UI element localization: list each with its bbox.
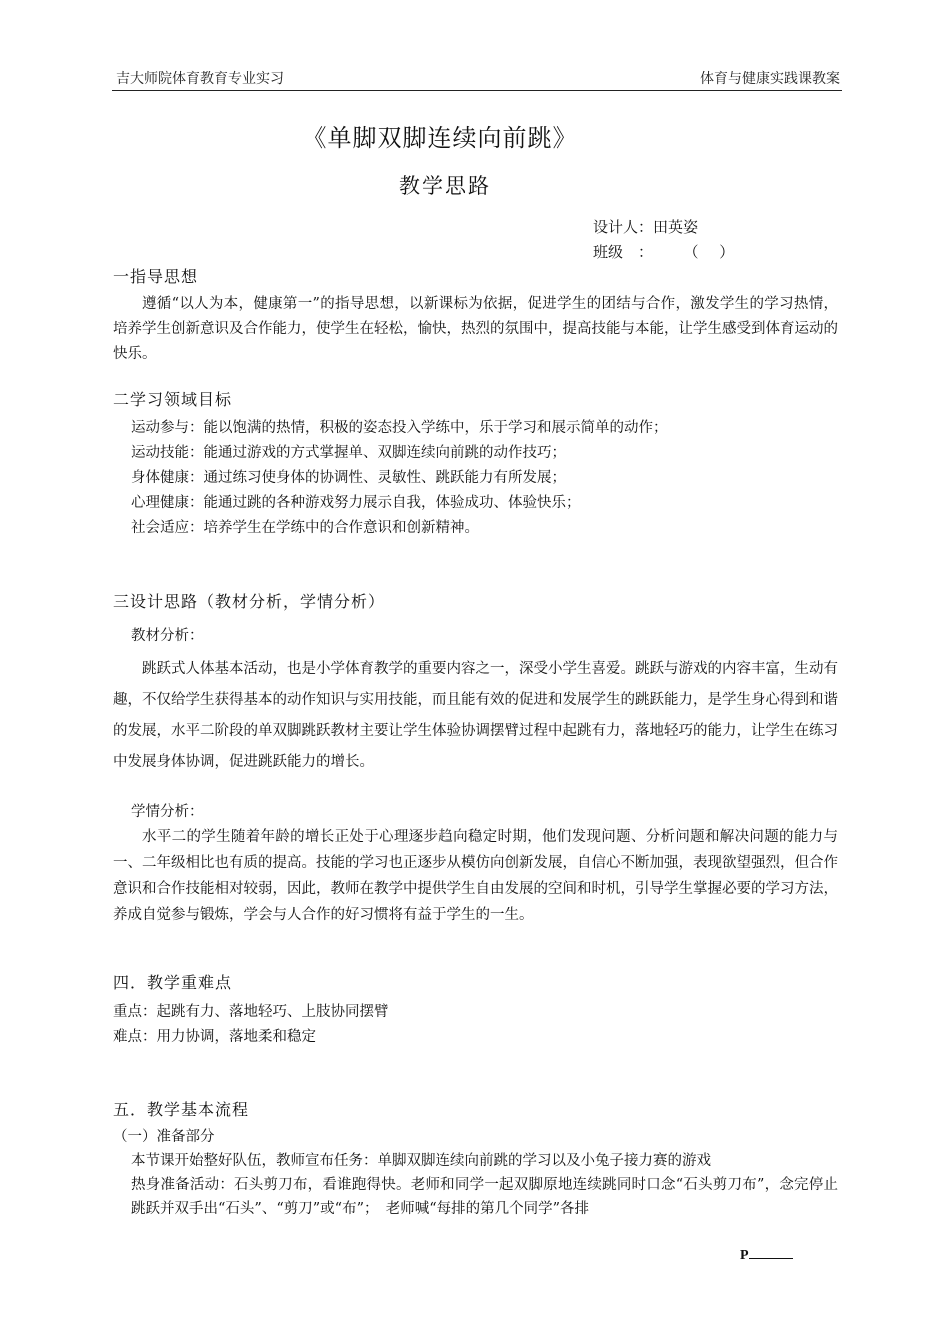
goal-item: 运动技能：能通过游戏的方式掌握单、双脚连续向前跳的动作技巧； bbox=[131, 445, 566, 461]
preparation-part-label: （一）准备部分 bbox=[113, 1129, 215, 1145]
section-heading-3: 三设计思路（教材分析，学情分析） bbox=[113, 592, 386, 611]
flow-line: 热身准备活动：石头剪刀布，看谁跑得快。老师和同学一起双脚原地连续跳同时口念“石头剪刀布”，念完停止跳跃并双手出“石头”、“剪刀”或“布”； 老师喊“每排的第几个同学”各排 bbox=[131, 1177, 838, 1217]
section-heading-4: 四．教学重难点 bbox=[113, 973, 233, 992]
goal-item: 心理健康：能通过跳的各种游戏努力展示自我，体验成功、体验快乐； bbox=[131, 495, 581, 511]
header-left-text: 吉大师院体育教育专业实习 bbox=[116, 71, 284, 87]
class-paren: （ ） bbox=[691, 243, 743, 261]
goal-item: 身体健康：通过练习使身体的协调性、灵敏性、跳跃能力有所发展； bbox=[131, 470, 566, 486]
page-number-blank bbox=[749, 1246, 793, 1259]
material-analysis-label: 教材分析： bbox=[131, 628, 204, 644]
goal-item: 社会适应：培养学生在学练中的合作意识和创新精神。 bbox=[131, 520, 479, 536]
key-points: 重点：起跳有力、落地轻巧、上肢协同摆臂 bbox=[113, 1004, 389, 1020]
student-analysis-label: 学情分析： bbox=[131, 804, 204, 820]
difficult-points: 难点：用力协调，落地柔和稳定 bbox=[113, 1029, 316, 1045]
student-analysis-text: 水平二的学生随着年龄的增长正处于心理逐步趋向稳定时期，他们发现问题、分析问题和解决问题的能力与一、二年级相比也有质的提高。技能的学习也正逐步从模仿向创新发展，自信心不断加强，表现欲望强烈，但合作意识和合作技能相对较弱，因此，教师在教学中提供学生自由发展的空间和时机，引导学生掌握必要的学习方法，养成自觉参与锻炼，学会与人合作的好习惯将有益于学生的一生。 bbox=[113, 829, 838, 923]
goal-item: 运动参与：能以饱满的热情，积极的姿态投入学练中，乐于学习和展示简单的动作； bbox=[131, 420, 668, 436]
section-heading-5: 五．教学基本流程 bbox=[113, 1100, 250, 1119]
page-header bbox=[112, 68, 842, 91]
section-1-text: 遵循“以人为本，健康第一”的指导思想，以新课标为依据，促进学生的团结与合作，激发学生的学习热情，培养学生创新意识及合作能力，使学生在轻松，愉快，热烈的氛围中，提高技能与本能，让学生感受到体育运动的快乐。 bbox=[113, 296, 838, 362]
material-analysis-text: 跳跃式人体基本活动，也是小学体育教学的重要内容之一，深受小学生喜爱。跳跃与游戏的内容丰富，生动有趣，不仅给学生获得基本的动作知识与实用技能，而且能有效的促进和发展学生的跳跃能力，是学生身心得到和谐的发展，水平二阶段的单双脚跳跃教材主要让学生体验协调摆臂过程中起跳有力，落地轻巧的能力，让学生在练习中发展身体协调，促进跳跃能力的增长。 bbox=[113, 661, 838, 770]
class-label: 班级 ： bbox=[593, 243, 654, 261]
page-number bbox=[740, 1246, 793, 1264]
header-right-text: 体育与健康实践课教案 bbox=[700, 71, 840, 87]
section-heading-1: 一指导思想 bbox=[113, 267, 199, 286]
designer-line: 设计人：田英姿 bbox=[593, 218, 699, 236]
flow-line: 本节课开始整好队伍，教师宣布任务：单脚双脚连续向前跳的学习以及小兔子接力赛的游戏 bbox=[131, 1153, 711, 1169]
document-title: 《单脚双脚连续向前跳》 bbox=[302, 124, 578, 152]
document-subtitle: 教学思路 bbox=[399, 174, 491, 198]
section-heading-2: 二学习领域目标 bbox=[113, 390, 233, 409]
class-line bbox=[593, 241, 742, 262]
page-number-label: P bbox=[740, 1248, 749, 1263]
